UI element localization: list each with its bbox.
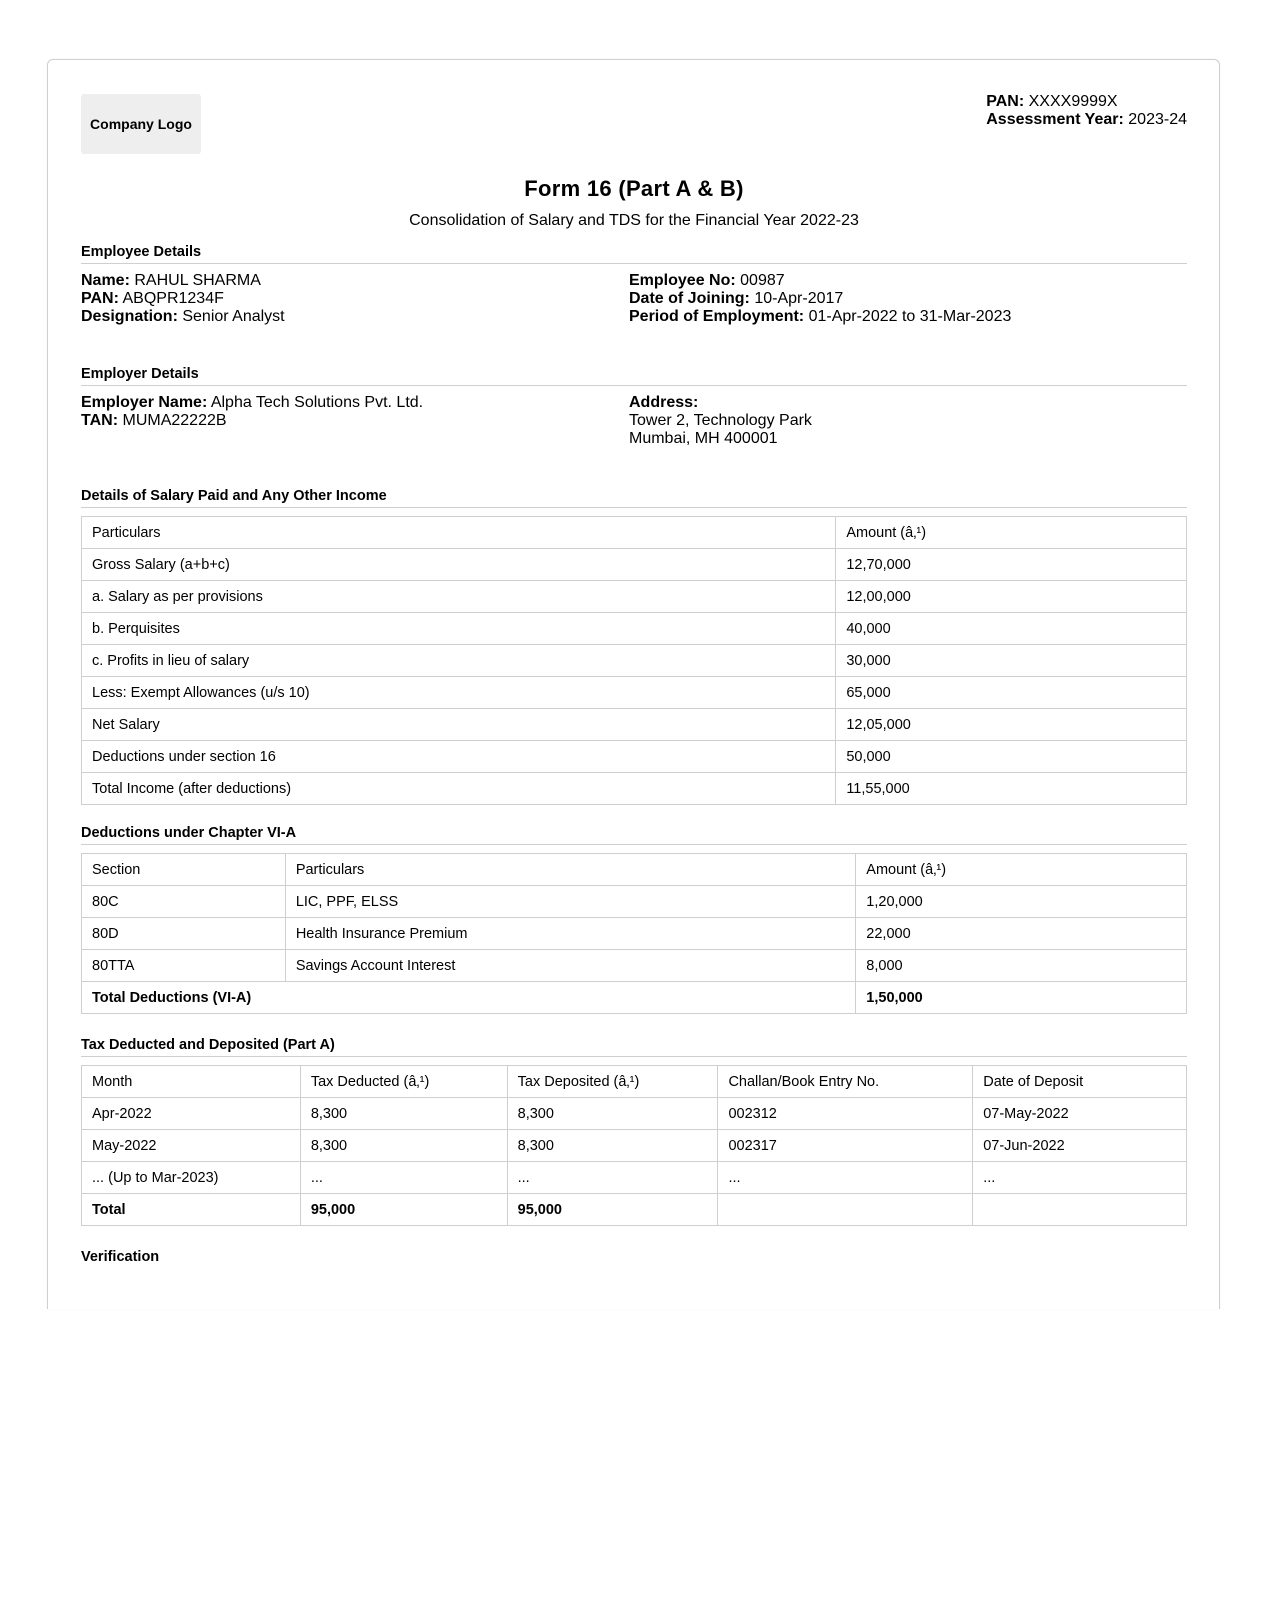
table-header-row [82,1066,1187,1098]
employee-no-label: Employee No: [629,272,736,289]
challan-cell: ... [718,1162,973,1194]
table-row [82,549,1187,581]
table-row [82,741,1187,773]
column-header: Amount (â‚¹) [836,517,1187,549]
employer-address-line1: Tower 2, Technology Park [629,412,812,429]
page-subtitle: Consolidation of Salary and TDS for the Financial Year 2022-23 [409,212,859,229]
particular-cell: Deductions under section 16 [82,741,836,773]
tds-heading: Tax Deducted and Deposited (Part A) [81,1037,1187,1057]
employee-details-left [81,272,285,326]
section-cell: 80D [82,918,286,950]
employee-pan-label: PAN: [81,290,119,307]
employer-address [629,394,812,448]
employer-address-line2: Mumbai, MH 400001 [629,430,778,447]
column-header: Date of Deposit [973,1066,1187,1098]
company-logo: Company Logo [81,94,201,154]
employee-no: 00987 [740,272,785,289]
particular-cell: Less: Exempt Allowances (u/s 10) [82,677,836,709]
table-row [82,886,1187,918]
employee-details-right [629,272,1011,326]
table-row [82,581,1187,613]
particular-cell: c. Profits in lieu of salary [82,645,836,677]
section-cell: 80C [82,886,286,918]
amount-cell: 11,55,000 [836,773,1187,805]
tds-table [81,1065,1187,1226]
tax-deducted-cell: 8,300 [300,1130,507,1162]
total-row [82,982,1187,1014]
header-meta [986,93,1187,129]
chapter-6a-table [81,853,1187,1014]
total-tax-deposited: 95,000 [507,1194,718,1226]
column-header: Tax Deducted (â‚¹) [300,1066,507,1098]
tax-deposited-cell: 8,300 [507,1130,718,1162]
employee-designation: Senior Analyst [182,308,285,325]
amount-cell: 12,05,000 [836,709,1187,741]
verification-heading: Verification [81,1249,160,1265]
section-cell: 80TTA [82,950,286,982]
particular-cell: Gross Salary (a+b+c) [82,549,836,581]
employee-details-heading: Employee Details [81,244,1187,264]
amount-cell: 50,000 [836,741,1187,773]
employee-designation-label: Designation: [81,308,178,325]
table-row [82,1130,1187,1162]
deposit-date-cell: 07-Jun-2022 [973,1130,1187,1162]
form16-document [47,59,1220,1309]
deposit-date-cell: 07-May-2022 [973,1098,1187,1130]
total-tax-deducted: 95,000 [300,1194,507,1226]
table-row [82,773,1187,805]
table-row [82,709,1187,741]
table-row [82,645,1187,677]
pan-value: XXXX9999X [1028,93,1118,110]
column-header: Particulars [285,854,855,886]
empty-cell [973,1194,1187,1226]
column-header: Month [82,1066,301,1098]
challan-cell: 002312 [718,1098,973,1130]
month-cell: Apr-2022 [82,1098,301,1130]
table-row [82,613,1187,645]
employee-pan: ABQPR1234F [122,290,224,307]
employer-tan-label: TAN: [81,412,119,429]
employer-details-left [81,394,423,430]
salary-table [81,516,1187,805]
table-row [82,950,1187,982]
employer-details-heading: Employer Details [81,366,1187,386]
employee-name-label: Name: [81,272,130,289]
total-label: Total [82,1194,301,1226]
amount-cell: 12,70,000 [836,549,1187,581]
particular-cell: Net Salary [82,709,836,741]
date-of-joining: 10-Apr-2017 [754,290,844,307]
month-cell: May-2022 [82,1130,301,1162]
particular-cell: Total Income (after deductions) [82,773,836,805]
period-of-employment-label: Period of Employment: [629,308,805,325]
column-header: Particulars [82,517,836,549]
employee-name: RAHUL SHARMA [134,272,261,289]
particular-cell: Health Insurance Premium [285,918,855,950]
table-row [82,918,1187,950]
table-row [82,1162,1187,1194]
tax-deducted-cell: ... [300,1162,507,1194]
column-header: Amount (â‚¹) [856,854,1187,886]
tax-deposited-cell: 8,300 [507,1098,718,1130]
assessment-year-value: 2023-24 [1128,111,1187,128]
tax-deducted-cell: 8,300 [300,1098,507,1130]
table-header-row [82,854,1187,886]
total-row [82,1194,1187,1226]
amount-cell: 65,000 [836,677,1187,709]
amount-cell: 1,20,000 [856,886,1187,918]
amount-cell: 12,00,000 [836,581,1187,613]
salary-details-heading: Details of Salary Paid and Any Other Income [81,488,1187,508]
table-row [82,1098,1187,1130]
particular-cell: Savings Account Interest [285,950,855,982]
column-header: Challan/Book Entry No. [718,1066,973,1098]
table-row [82,677,1187,709]
amount-cell: 8,000 [856,950,1187,982]
assessment-year-label: Assessment Year: [986,111,1124,128]
total-label: Total Deductions (VI-A) [82,982,856,1014]
page-title: Form 16 (Part A & B) [524,176,744,201]
total-amount: 1,50,000 [856,982,1187,1014]
employer-address-label: Address: [629,394,699,411]
column-header: Tax Deposited (â‚¹) [507,1066,718,1098]
employer-tan: MUMA22222B [122,412,227,429]
tax-deposited-cell: ... [507,1162,718,1194]
challan-cell: 002317 [718,1130,973,1162]
pan-label: PAN: [986,93,1025,110]
amount-cell: 40,000 [836,613,1187,645]
employer-name: Alpha Tech Solutions Pvt. Ltd. [210,394,424,411]
chapter-6a-heading: Deductions under Chapter VI-A [81,825,1187,845]
column-header: Section [82,854,286,886]
particular-cell: a. Salary as per provisions [82,581,836,613]
month-cell: ... (Up to Mar-2023) [82,1162,301,1194]
table-header-row [82,517,1187,549]
date-of-joining-label: Date of Joining: [629,290,750,307]
deposit-date-cell: ... [973,1162,1187,1194]
period-of-employment: 01-Apr-2022 to 31-Mar-2023 [808,308,1012,325]
empty-cell [718,1194,973,1226]
employer-name-label: Employer Name: [81,394,208,411]
amount-cell: 22,000 [856,918,1187,950]
amount-cell: 30,000 [836,645,1187,677]
particular-cell: LIC, PPF, ELSS [285,886,855,918]
particular-cell: b. Perquisites [82,613,836,645]
